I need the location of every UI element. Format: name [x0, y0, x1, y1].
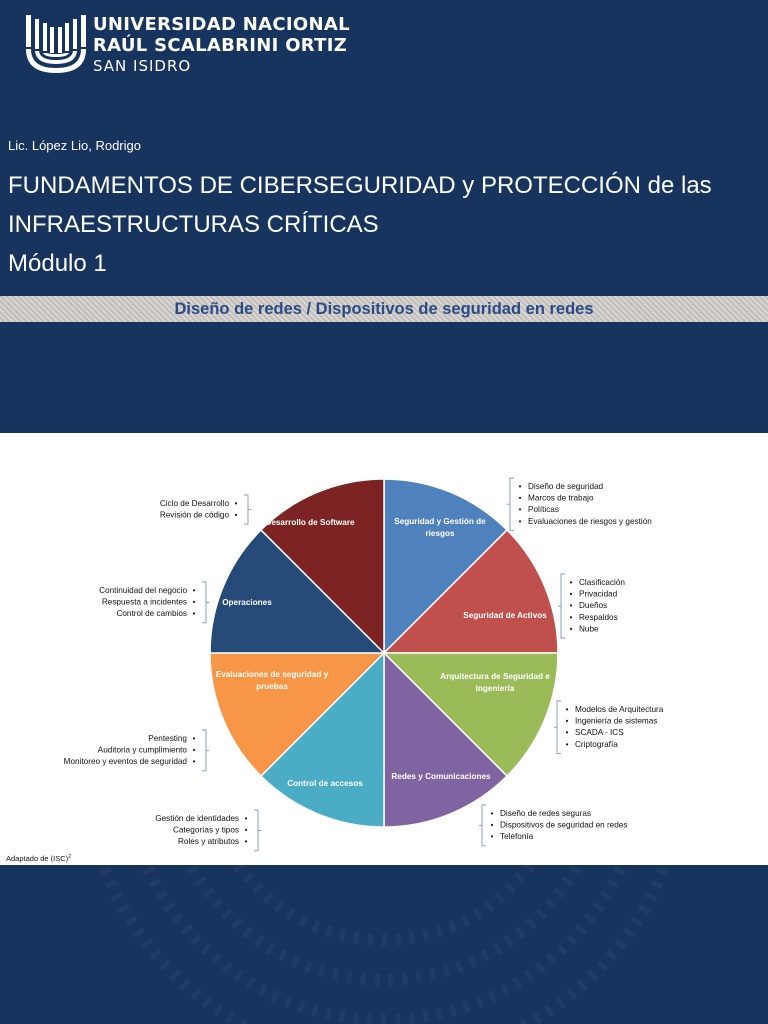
bullet-icon: • — [518, 505, 522, 515]
bullet-icon: • — [569, 612, 573, 622]
callout-item: Control de cambios — [116, 609, 187, 619]
bullet-icon: • — [565, 705, 569, 714]
callout-bracket — [479, 805, 486, 846]
bullet-icon: • — [192, 586, 196, 595]
callout-item: SCADA - ICS — [575, 728, 624, 738]
callout-item: Evaluaciones de riesgos y gestión — [528, 516, 652, 526]
callout-item: Nube — [579, 624, 599, 634]
callout-item: Monitoreo y eventos de seguridad — [63, 757, 187, 767]
domains-figure — [0, 433, 768, 865]
callout-operaciones — [99, 582, 209, 623]
sector-label-arquitectura: Arquitectura de Seguridad e ingeniería — [440, 672, 550, 693]
callout-bracket — [554, 701, 561, 753]
bullet-icon: • — [565, 739, 569, 749]
callout-item: Revisión de código — [159, 510, 229, 520]
sector-label-seguridad-activos: Seguridad de Activos — [463, 611, 547, 620]
bullet-icon: • — [569, 589, 573, 599]
section-banner: Diseño de redes / Dispositivos de seguridad en redes — [0, 296, 768, 322]
callout-item: Políticas — [528, 505, 559, 515]
callout-bracket — [558, 574, 565, 638]
sector-label-seguridad-gestion: Seguridad y Gestión de riesgos — [394, 517, 486, 538]
callout-redes — [479, 805, 627, 846]
bullet-icon: • — [565, 728, 569, 738]
callout-item: Telefonía — [500, 832, 534, 842]
callout-bracket — [254, 810, 261, 851]
sector-label-operaciones: Operaciones — [222, 598, 272, 607]
source-credit: Adaptado de (ISC)$^2$ — [6, 854, 72, 863]
course-title — [8, 166, 758, 283]
bullet-icon: • — [518, 482, 522, 491]
callout-item: Ciclo de Desarrollo — [159, 499, 229, 508]
callout-seguridad-activos — [558, 574, 625, 638]
callout-seguridad-gestion — [507, 478, 652, 530]
bullet-icon: • — [192, 745, 196, 755]
bullet-icon: • — [490, 809, 494, 818]
bullet-icon: • — [192, 734, 196, 743]
bullet-icon: • — [244, 837, 248, 847]
callout-bracket — [202, 582, 209, 623]
callout-item: Pentesting — [148, 734, 187, 743]
bullet-icon: • — [518, 493, 522, 503]
callout-item: Modelos de Arquitectura — [575, 705, 664, 714]
bullet-icon: • — [518, 516, 522, 526]
course-title-line2: INFRAESTRUCTURAS CRÍTICAS — [8, 211, 379, 238]
bullet-icon: • — [569, 601, 573, 611]
sector-label-control-accesos: Control de accesos — [287, 779, 363, 788]
callout-item: Roles y atributos — [178, 837, 239, 847]
bullet-icon: • — [234, 510, 238, 520]
course-title-line1: FUNDAMENTOS DE CIBERSEGURIDAD y PROTECCIÓN de las — [8, 172, 712, 199]
callout-arquitectura — [554, 701, 664, 753]
bullet-icon: • — [244, 825, 248, 835]
callout-item: Respaldos — [579, 612, 618, 622]
callout-item: Respuesta a incidentes — [101, 597, 187, 607]
sector-label-evaluaciones: Evaluaciones de seguridad y pruebas — [215, 670, 329, 691]
callout-control-accesos — [155, 810, 261, 851]
callout-item: Criptografía — [575, 739, 618, 749]
callout-item: Gestión de identidades — [155, 814, 239, 823]
callout-item: Privacidad — [579, 589, 618, 599]
sector-label-desarrollo: Desarrollo de Software — [265, 518, 355, 527]
university-name-line1: UNIVERSIDAD NACIONAL — [93, 14, 350, 35]
callout-item: Categorías y tipos — [173, 825, 239, 835]
bullet-icon: • — [569, 624, 573, 634]
callout-bracket — [244, 495, 251, 524]
callout-bracket — [507, 478, 514, 530]
callout-item: Marcos de trabajo — [528, 493, 594, 503]
callout-item: Clasificación — [579, 578, 625, 587]
bullet-icon: • — [192, 609, 196, 619]
sector-label-redes: Redes y Comunicaciones — [391, 772, 491, 781]
university-name-line2: RAÚL SCALABRINI ORTIZ — [93, 35, 348, 56]
callout-item: Dueños — [579, 601, 608, 611]
domains-pie-diagram — [0, 433, 768, 865]
university-logo-icon — [26, 15, 86, 73]
bullet-icon: • — [244, 814, 248, 823]
bullet-icon: • — [569, 578, 573, 587]
callout-item: Auditoria y cumplimiento — [97, 745, 187, 755]
bullet-icon: • — [490, 820, 494, 830]
callout-item: Continuidad del negocio — [99, 586, 187, 595]
university-name — [93, 14, 350, 76]
callout-bracket — [202, 730, 209, 771]
module-label: Módulo 1 — [8, 250, 107, 277]
callout-evaluaciones — [64, 730, 209, 771]
bullet-icon: • — [192, 757, 196, 767]
callout-item: Ingeniería de sistemas — [575, 716, 658, 726]
callout-item: Diseño de redes seguras — [500, 809, 592, 818]
bullet-icon: • — [192, 597, 196, 607]
callout-desarrollo — [160, 495, 251, 524]
bullet-icon: • — [565, 716, 569, 726]
bullet-icon: • — [234, 499, 238, 508]
callout-item: Diseño de seguridad — [528, 482, 604, 491]
callout-item: Dispositivos de seguridad en redes — [500, 820, 628, 830]
bullet-icon: • — [490, 832, 494, 842]
university-campus: SAN ISIDRO — [93, 57, 192, 75]
author-name: Lic. López Lio, Rodrigo — [8, 138, 141, 153]
